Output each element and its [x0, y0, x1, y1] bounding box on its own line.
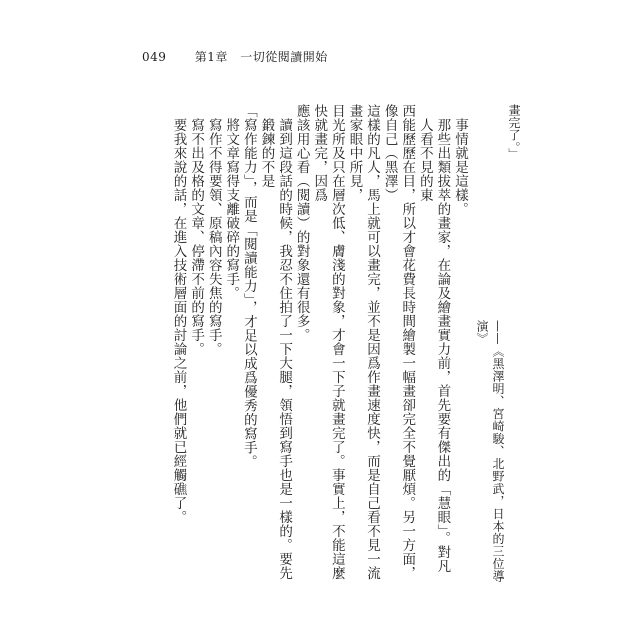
paragraph-line: 目光所及只在層次低、膚淺的對象，才會一下子就畫完了。事實上，不能這麼快就畫完，因爲	[311, 104, 345, 580]
quote-end-line: 畫完了。」	[507, 104, 521, 161]
paragraph-line: 「寫作能力」，而是「閱讀能力」，才足以成爲優秀的寫手。	[240, 104, 257, 469]
quote-source: ——《黑澤明、宮崎駿、北野武，日本的三位導演》	[475, 320, 505, 583]
paragraph-line: 事情就是這樣。	[452, 118, 468, 216]
paragraph-line: 西能歷歷在目，所以才會花費長時間繪製一幅畫卻完全不覺厭煩。另一方面，像自己（黑澤）	[381, 104, 416, 580]
paragraph-line: 寫不出及格的文章、停滯不前的寫手。	[188, 118, 205, 356]
paragraph-line: 要我來說的話，在進入技術層面的討論之前，他們就已經觸礁了。	[170, 118, 187, 524]
chapter-title: 一切從閱讀開始	[240, 50, 328, 64]
paragraph-line: 讀到這段話的時候，我忍不住拍了一下大腿，領悟到寫手也是一樣的。要先鍛鍊的不是	[258, 118, 293, 580]
chapter-label: 第1章	[194, 50, 228, 64]
paragraph-line: 那些出類拔萃的畫家，在論及繪畫實力前，首先要有傑出的「慧眼」。對凡人看不見的東	[416, 118, 451, 574]
vertical-text-body	[169, 104, 522, 584]
page-number: 049	[142, 50, 167, 64]
paragraph-line: 應該用心看（閱讀）的對象還有很多。	[293, 104, 310, 342]
paragraph-line: 將文章寫得支離破碎的寫手。	[223, 118, 240, 300]
paragraph-line: 寫作不得要領、原稿內容失焦的寫手。	[205, 118, 222, 356]
paragraph-line: 這樣的凡人，馬上就可以畫完，並不是因爲作畫速度快，而是自己看不見一流畫家眼中所見，	[346, 104, 381, 580]
running-header	[142, 48, 328, 65]
